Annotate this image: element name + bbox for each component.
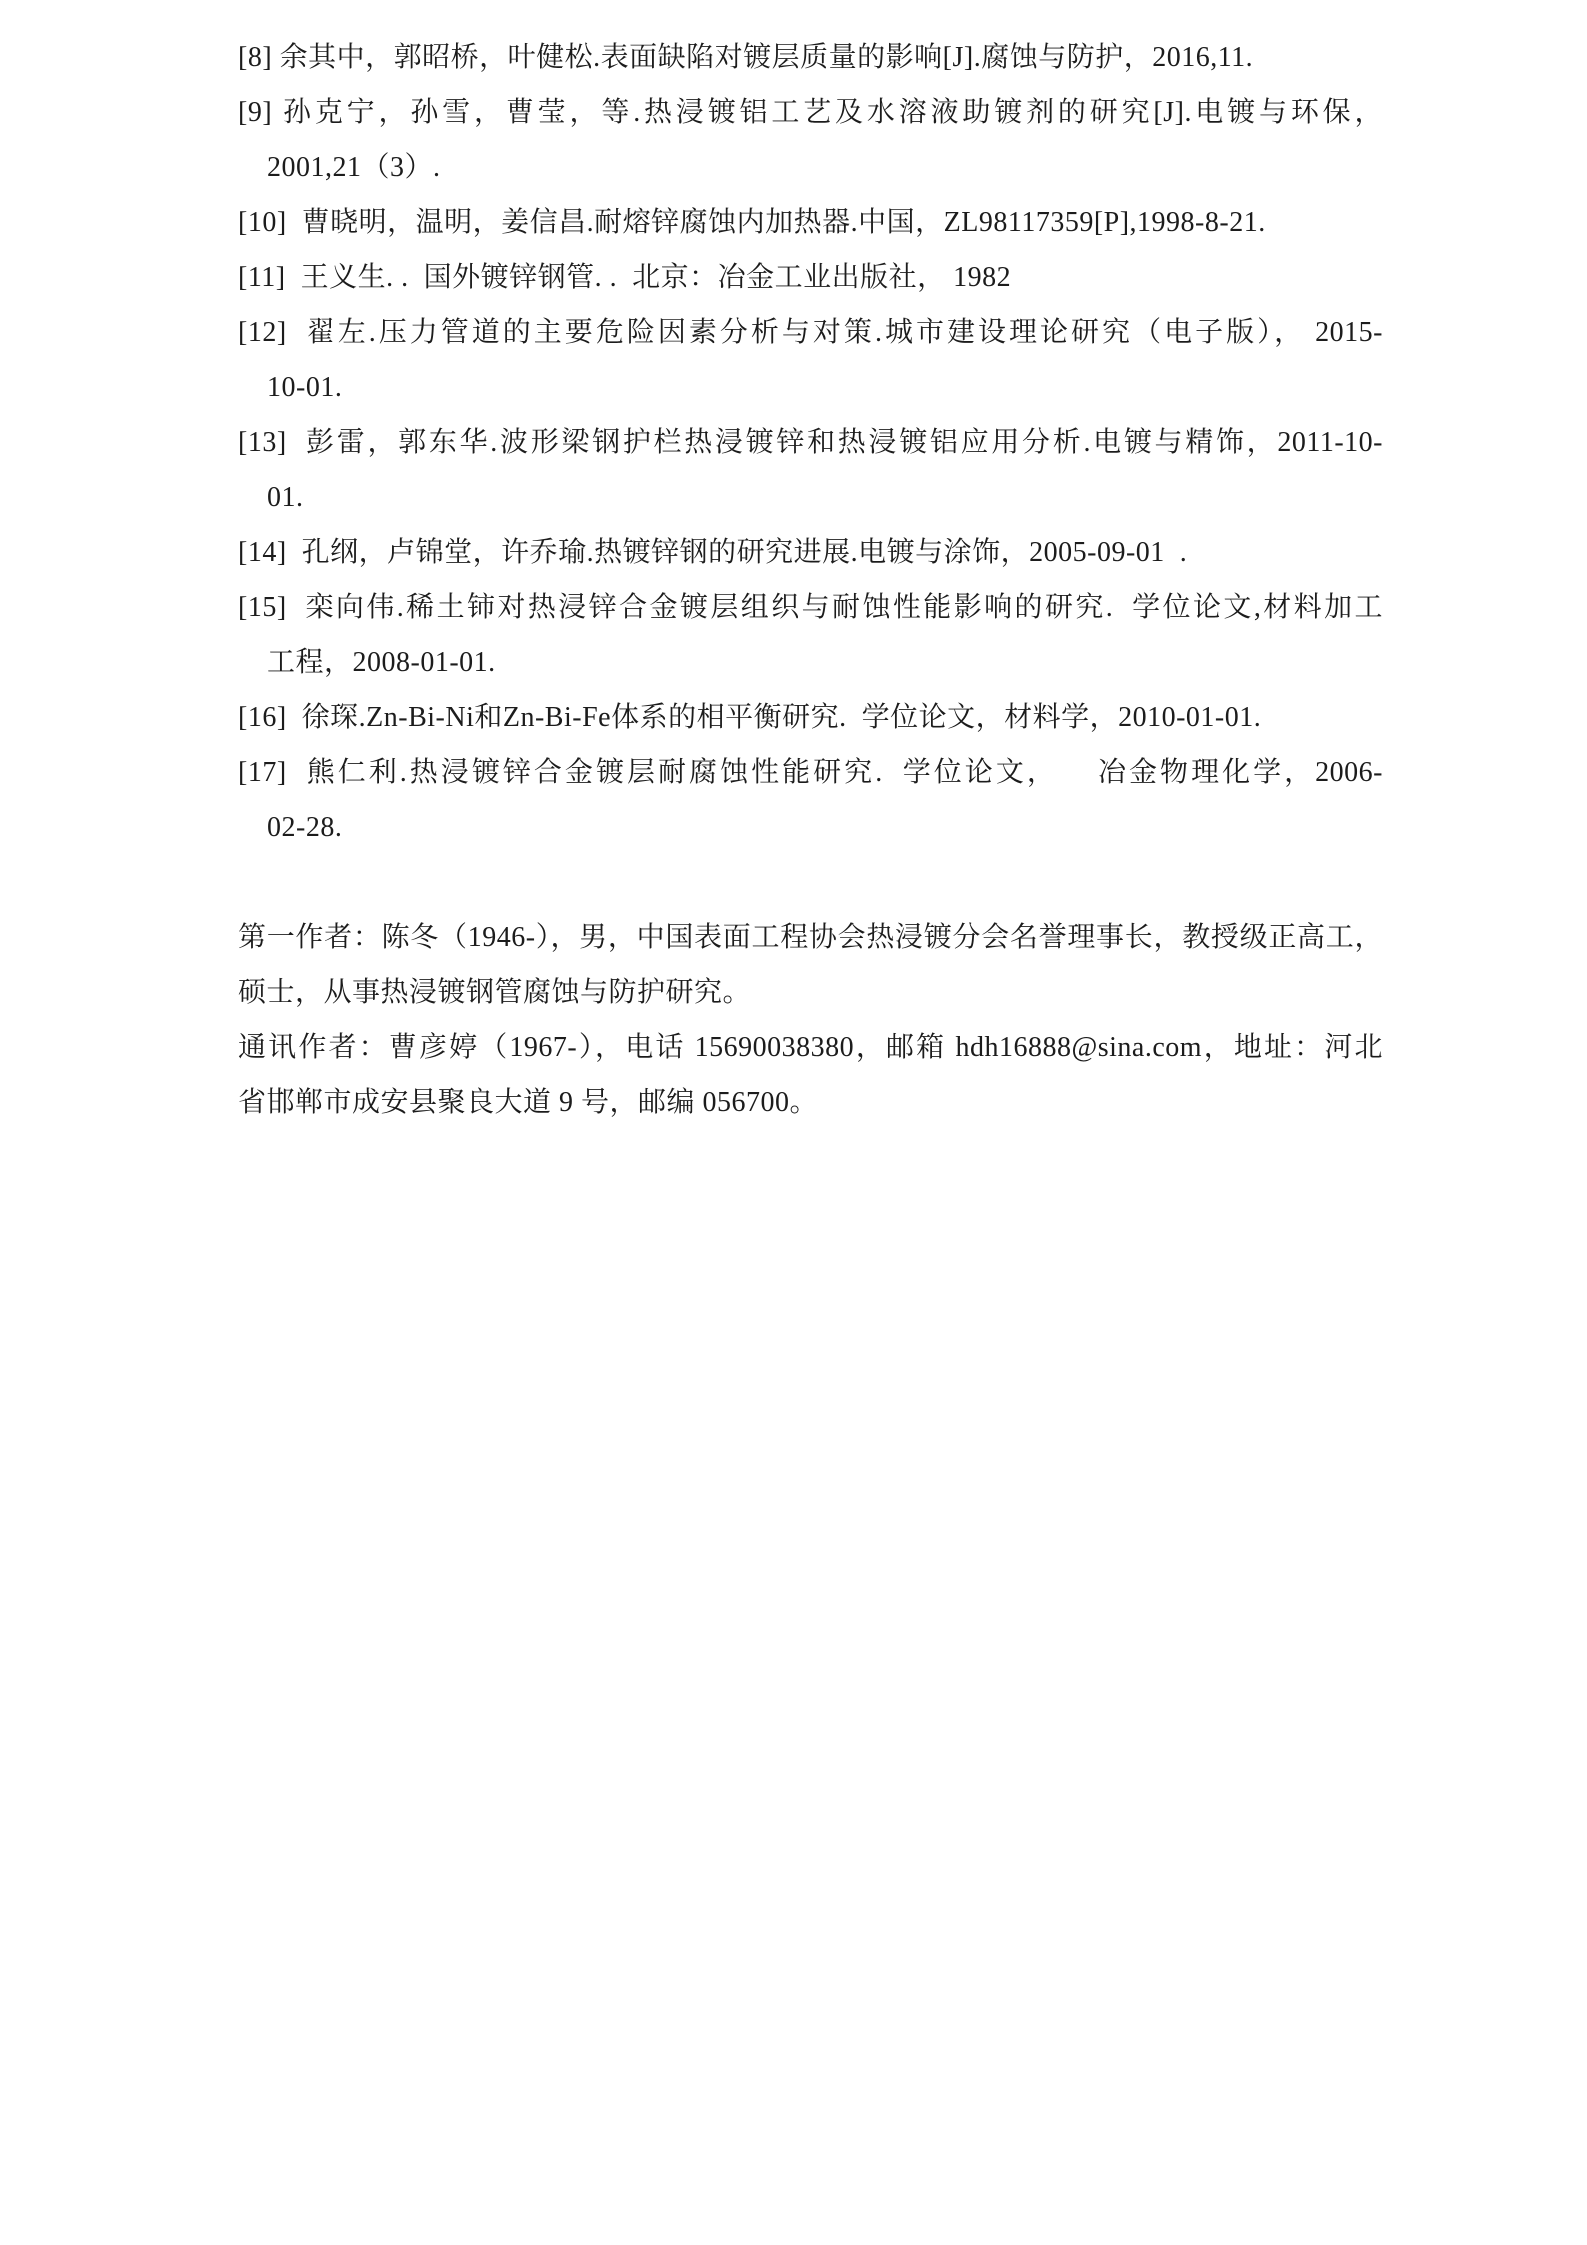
author-info-line: 省邯郸市成安县聚良大道 9 号，邮编 056700。	[238, 1087, 819, 1118]
reference-line: [14] 孔纲，卢锦堂，许乔瑜.热镀锌钢的研究进展.电镀与涂饰，2005-09-01 .	[238, 537, 1188, 568]
reference-line: [15] 栾向伟.稀土铈对热浸锌合金镀层组织与耐蚀性能影响的研究. 学位论文,材料加工	[238, 592, 1383, 623]
reference-line: [10] 曹晓明，温明，姜信昌.耐熔锌腐蚀内加热器.中国，ZL98117359[P],1998-8-21.	[238, 207, 1266, 238]
reference-line: 01.	[267, 482, 304, 513]
author-info-line: 第一作者：陈冬（1946-），男，中国表面工程协会热浸镀分会名誉理事长，教授级正高工，	[238, 922, 1383, 953]
author-info-section	[238, 910, 1383, 1130]
reference-line: 02-28.	[267, 812, 343, 843]
reference-line: [9] 孙克宁，孙雪，曹莹，等.热浸镀铝工艺及水溶液助镀剂的研究[J].电镀与环保，	[238, 97, 1383, 128]
references-section	[238, 30, 1383, 855]
section-spacer	[238, 855, 1383, 910]
reference-line: [16] 徐琛.Zn-Bi-Ni和Zn-Bi-Fe体系的相平衡研究. 学位论文，材料学，2010-01-01.	[238, 702, 1262, 733]
page-content	[238, 30, 1383, 1130]
reference-line: [8] 余其中，郭昭桥，叶健松.表面缺陷对镀层质量的影响[J].腐蚀与防护，2016,11.	[238, 42, 1254, 73]
reference-line: [17] 熊仁利.热浸镀锌合金镀层耐腐蚀性能研究. 学位论文， 冶金物理化学，2006-	[238, 757, 1383, 788]
reference-line: [12] 翟左.压力管道的主要危险因素分析与对策.城市建设理论研究（电子版）， 2015-	[238, 317, 1383, 348]
reference-line: 10-01.	[267, 372, 343, 403]
author-info-line: 硕士，从事热浸镀钢管腐蚀与防护研究。	[238, 977, 752, 1008]
reference-line: [13] 彭雷，郭东华.波形梁钢护栏热浸镀锌和热浸镀铝应用分析.电镀与精饰，2011-10-	[238, 427, 1383, 458]
reference-line: 2001,21（3）.	[267, 152, 441, 183]
reference-line: 工程，2008-01-01.	[267, 647, 496, 678]
author-info-line: 通讯作者：曹彦婷（1967-），电话 15690038380，邮箱 hdh16888@sina.com，地址：河北	[238, 1032, 1383, 1063]
reference-line: [11] 王义生. . 国外镀锌钢管. . 北京：冶金工业出版社， 1982	[238, 262, 1012, 293]
